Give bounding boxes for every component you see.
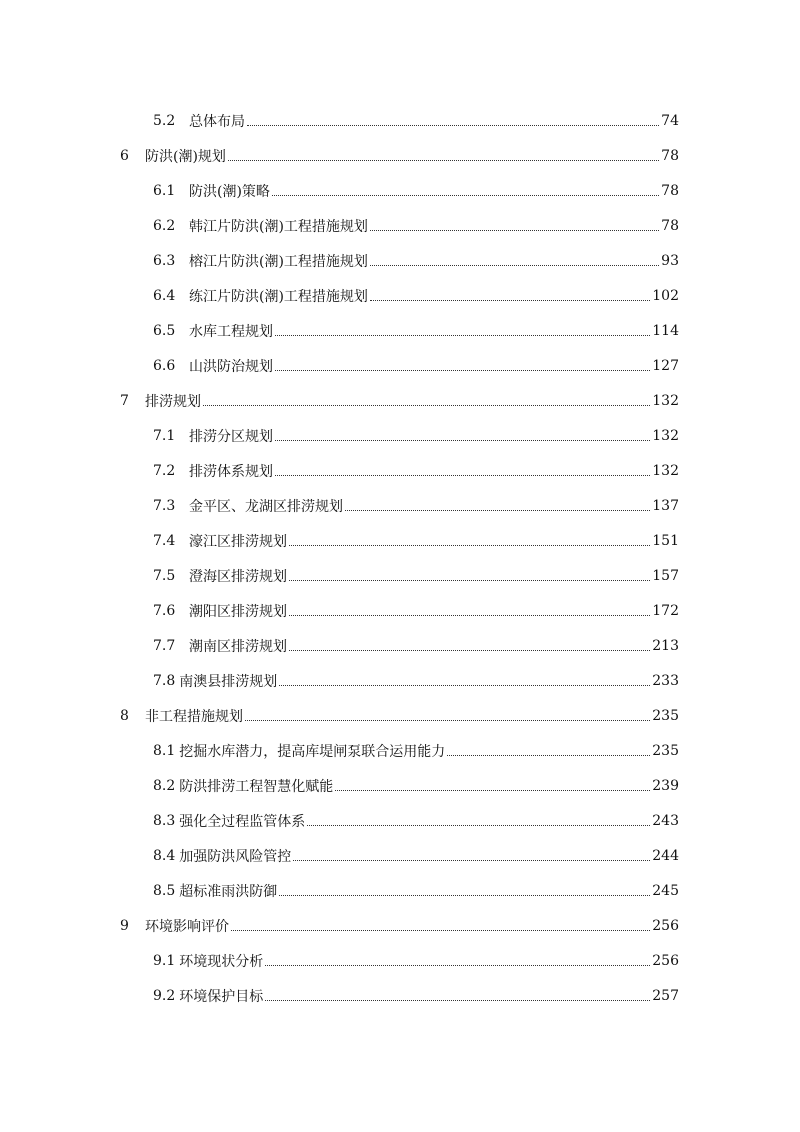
toc-entry-number: 9	[120, 917, 129, 934]
toc-entry-page-number: 114	[652, 322, 679, 339]
toc-section-entry[interactable]	[0, 488, 800, 523]
toc-dot-leader	[203, 391, 650, 406]
toc-entry-number: 9.2	[153, 987, 176, 1004]
toc-dot-leader	[265, 986, 650, 1001]
toc-entry-number: 7	[120, 392, 129, 409]
toc-entry-number: 8.5	[153, 882, 176, 899]
toc-entry-title: 防洪(潮)规划	[145, 148, 226, 165]
toc-entry-title: 南澳县排涝规划	[179, 673, 278, 690]
toc-entry-title: 水库工程规划	[189, 323, 273, 340]
toc-entry-number: 6.5	[153, 322, 176, 339]
toc-entry-number: 8.1	[153, 742, 176, 759]
toc-entry-title: 挖掘水库潜力，提高库堤闸泵联合运用能力	[179, 743, 446, 760]
toc-entry-page-number: 127	[652, 357, 679, 374]
toc-dot-leader	[275, 426, 650, 441]
toc-entry-number: 7.6	[153, 602, 176, 619]
toc-dot-leader	[279, 671, 650, 686]
toc-entry-page-number: 132	[652, 462, 679, 479]
toc-dot-leader	[272, 181, 659, 196]
toc-entry-page-number: 256	[652, 917, 679, 934]
toc-entry-number: 7.8	[153, 672, 176, 689]
toc-entry-number: 8.3	[153, 812, 176, 829]
toc-section-entry[interactable]	[0, 453, 800, 488]
toc-entry-number: 6	[120, 147, 129, 164]
toc-entry-title: 潮阳区排涝规划	[189, 603, 287, 620]
toc-section-entry[interactable]	[0, 418, 800, 453]
toc-section-entry[interactable]	[0, 593, 800, 628]
toc-entry-title: 超标准雨洪防御	[179, 883, 278, 900]
toc-entry-title: 排涝分区规划	[189, 428, 273, 445]
toc-entry-page-number: 78	[661, 147, 679, 164]
toc-entry-number: 6.2	[153, 217, 176, 234]
toc-section-entry[interactable]	[0, 523, 800, 558]
toc-section-entry[interactable]	[0, 278, 800, 313]
toc-entry-page-number: 243	[652, 812, 679, 829]
toc-dot-leader	[231, 916, 650, 931]
toc-entry-title: 非工程措施规划	[145, 708, 243, 725]
toc-entry-page-number: 213	[652, 637, 679, 654]
toc-dot-leader	[370, 216, 659, 231]
toc-entry-number: 6.3	[153, 252, 176, 269]
toc-dot-leader	[289, 636, 650, 651]
toc-entry-title: 强化全过程监管体系	[179, 813, 306, 830]
toc-entry-number: 8	[120, 707, 129, 724]
toc-entry-page-number: 256	[652, 952, 679, 969]
toc-entry-title: 练江片防洪(潮)工程措施规划	[189, 288, 368, 305]
toc-chapter-entry[interactable]	[0, 138, 800, 173]
toc-entry-title: 榕江片防洪(潮)工程措施规划	[189, 253, 368, 270]
toc-entry-page-number: 74	[661, 112, 679, 129]
toc-dot-leader	[289, 566, 650, 581]
toc-entry-page-number: 245	[652, 882, 679, 899]
toc-entry-page-number: 233	[652, 672, 679, 689]
toc-entry-title: 加强防洪风险管控	[179, 848, 292, 865]
toc-section-entry[interactable]	[0, 943, 800, 978]
toc-entry-title: 潮南区排涝规划	[189, 638, 287, 655]
toc-entry-number: 6.1	[153, 182, 176, 199]
toc-section-entry[interactable]	[0, 173, 800, 208]
toc-entry-page-number: 78	[661, 217, 679, 234]
toc-entry-page-number: 151	[652, 532, 679, 549]
toc-section-entry[interactable]	[0, 628, 800, 663]
toc-entry-title: 排涝体系规划	[189, 463, 273, 480]
toc-dot-leader	[275, 356, 650, 371]
toc-section-entry[interactable]	[0, 208, 800, 243]
toc-entry-number: 7.4	[153, 532, 176, 549]
toc-entry-page-number: 78	[661, 182, 679, 199]
toc-dot-leader	[447, 741, 650, 756]
toc-entry-page-number: 239	[652, 777, 679, 794]
toc-section-entry[interactable]	[0, 348, 800, 383]
toc-entry-page-number: 235	[652, 742, 679, 759]
toc-entry-page-number: 102	[652, 287, 679, 304]
toc-section-entry[interactable]	[0, 313, 800, 348]
toc-entry-number: 9.1	[153, 952, 176, 969]
toc-entry-title: 韩江片防洪(潮)工程措施规划	[189, 218, 368, 235]
toc-entry-page-number: 93	[661, 252, 679, 269]
toc-entry-number: 7.3	[153, 497, 176, 514]
toc-section-entry[interactable]	[0, 768, 800, 803]
toc-entry-title: 环境保护目标	[179, 988, 264, 1005]
toc-entry-title: 防洪(潮)策略	[189, 183, 270, 200]
toc-dot-leader	[345, 496, 650, 511]
toc-section-entry[interactable]	[0, 803, 800, 838]
toc-dot-leader	[370, 286, 650, 301]
toc-dot-leader	[279, 881, 650, 896]
toc-entry-page-number: 132	[652, 427, 679, 444]
toc-entry-title: 排涝规划	[145, 393, 201, 410]
toc-entry-title: 金平区、龙湖区排涝规划	[189, 498, 343, 515]
toc-entry-title: 澄海区排涝规划	[189, 568, 287, 585]
toc-entry-page-number: 172	[652, 602, 679, 619]
toc-entry-number: 7.1	[153, 427, 176, 444]
toc-entry-page-number: 132	[652, 392, 679, 409]
toc-section-entry[interactable]	[0, 733, 800, 768]
toc-entry-number: 7.2	[153, 462, 176, 479]
toc-entry-page-number: 257	[652, 987, 679, 1004]
table-of-contents	[0, 103, 800, 1013]
toc-entry-title: 山洪防治规划	[189, 358, 273, 375]
toc-section-entry[interactable]	[0, 558, 800, 593]
toc-dot-leader	[289, 601, 650, 616]
toc-entry-page-number: 157	[652, 567, 679, 584]
toc-dot-leader	[307, 811, 650, 826]
toc-section-entry[interactable]	[0, 243, 800, 278]
toc-dot-leader	[245, 706, 650, 721]
toc-entry-title: 濠江区排涝规划	[189, 533, 287, 550]
toc-entry-number: 8.2	[153, 777, 176, 794]
toc-section-entry[interactable]	[0, 103, 800, 138]
toc-chapter-entry[interactable]	[0, 698, 800, 733]
toc-chapter-entry[interactable]	[0, 908, 800, 943]
toc-dot-leader	[275, 461, 650, 476]
toc-section-entry[interactable]	[0, 978, 800, 1013]
toc-dot-leader	[370, 251, 659, 266]
toc-dot-leader	[228, 146, 659, 161]
toc-entry-page-number: 235	[652, 707, 679, 724]
toc-dot-leader	[289, 531, 650, 546]
toc-entry-title: 环境影响评价	[145, 918, 229, 935]
toc-chapter-entry[interactable]	[0, 383, 800, 418]
toc-dot-leader	[275, 321, 650, 336]
toc-entry-number: 7.7	[153, 637, 176, 654]
toc-section-entry[interactable]	[0, 663, 800, 698]
toc-entry-title: 防洪排涝工程智慧化赋能	[179, 778, 334, 795]
toc-entry-page-number: 244	[652, 847, 679, 864]
toc-entry-number: 6.6	[153, 357, 176, 374]
toc-entry-page-number: 137	[652, 497, 679, 514]
toc-entry-title: 总体布局	[189, 113, 245, 130]
toc-dot-leader	[335, 776, 650, 791]
toc-dot-leader	[293, 846, 650, 861]
toc-dot-leader	[265, 951, 650, 966]
toc-dot-leader	[247, 111, 659, 126]
toc-entry-number: 6.4	[153, 287, 176, 304]
toc-entry-number: 5.2	[153, 112, 176, 129]
toc-section-entry[interactable]	[0, 873, 800, 908]
toc-entry-number: 7.5	[153, 567, 176, 584]
toc-entry-title: 环境现状分析	[179, 953, 264, 970]
toc-section-entry[interactable]	[0, 838, 800, 873]
toc-entry-number: 8.4	[153, 847, 176, 864]
